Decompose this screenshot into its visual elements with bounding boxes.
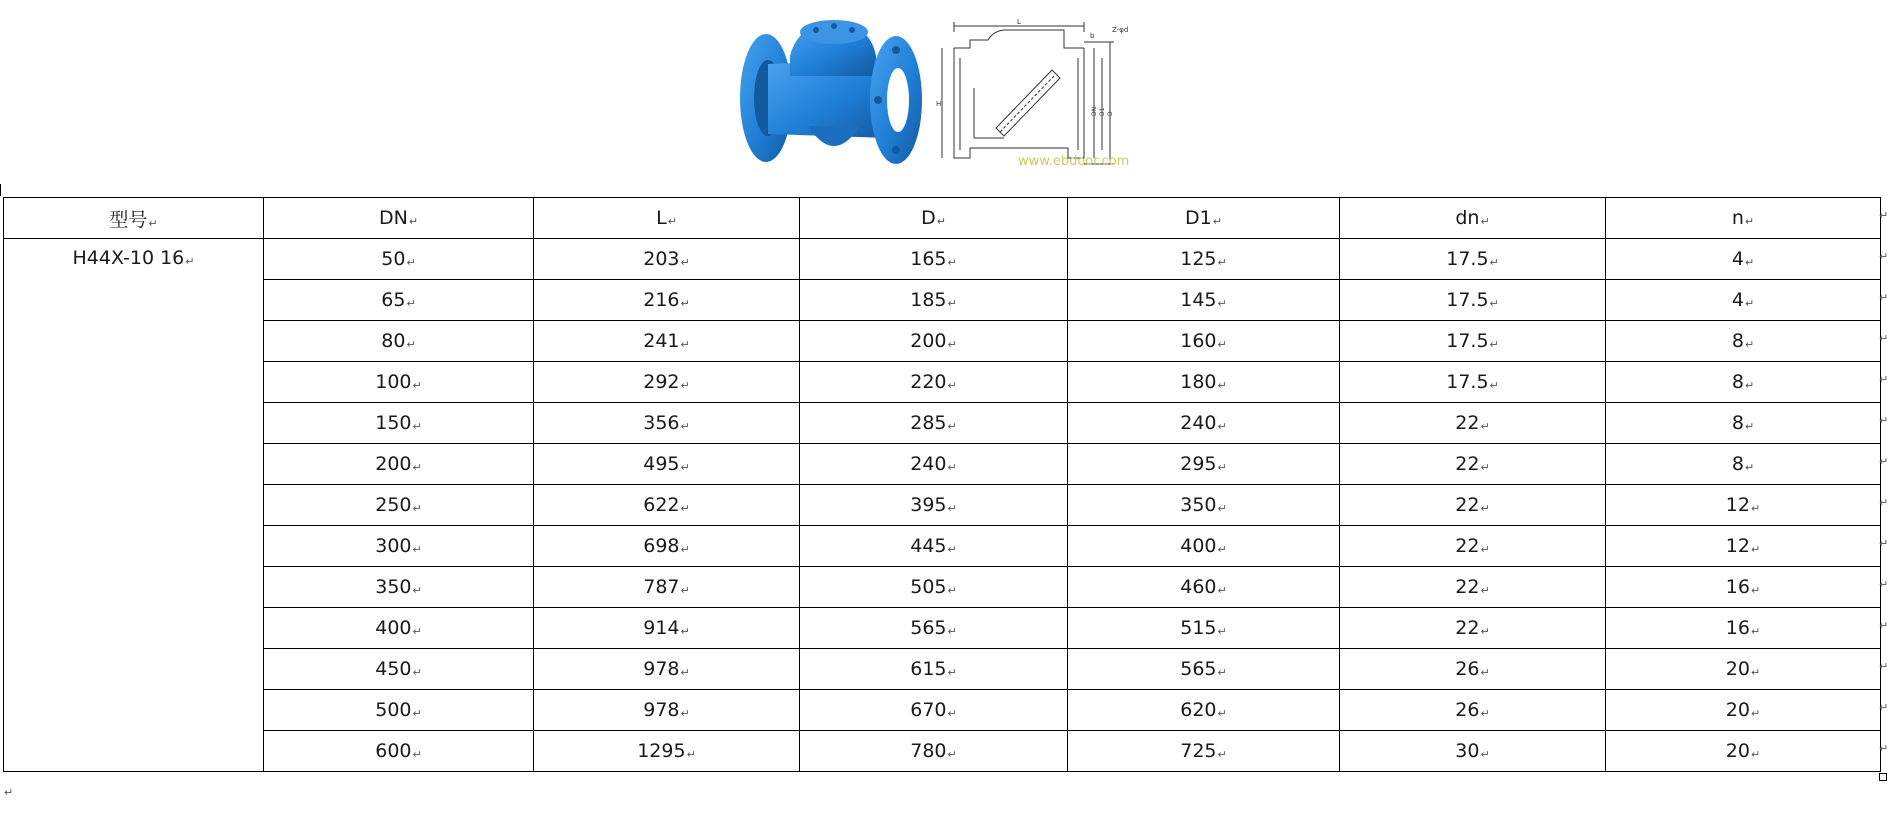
table-cell: 914↵ [534,608,800,649]
row-end-mark: ↵ [1879,496,1888,509]
row-end-mark: ↵ [1879,537,1888,550]
table-cell: 12↵ [1606,485,1881,526]
table-cell: 285↵ [800,403,1068,444]
table-body [4,239,1881,772]
header-cell: n↵ [1606,198,1881,239]
table-cell: 22↵ [1340,403,1606,444]
table-cell: 978↵ [534,649,800,690]
drawing-label-dn: DN [1091,106,1098,116]
table-row [4,321,1881,362]
table-cell: 185↵ [800,280,1068,321]
table-cell: 22↵ [1340,608,1606,649]
table-cell: 495↵ [534,444,800,485]
table-cell: 180↵ [1068,362,1340,403]
table-row [4,608,1881,649]
table-row [4,567,1881,608]
table-cell: 505↵ [800,567,1068,608]
table-cell: 22↵ [1340,526,1606,567]
table-cell: 160↵ [1068,321,1340,362]
table-cell: 565↵ [800,608,1068,649]
model-cell: H44X-10 16↵ [4,239,264,772]
table-cell: 50↵ [264,239,534,280]
table-cell: 200↵ [264,444,534,485]
table-cell: 100↵ [264,362,534,403]
row-end-mark: ↵ [1879,660,1888,673]
table-cell: 787↵ [534,567,800,608]
drawing-label-d1: D1 [1099,107,1106,116]
table-cell: 150↵ [264,403,534,444]
table-cell: 20↵ [1606,649,1881,690]
table-cell: 395↵ [800,485,1068,526]
table-cell: 65↵ [264,280,534,321]
watermark-text: www.ebdoor.com [1018,154,1130,169]
row-end-mark: ↵ [1879,209,1888,222]
table-cell: 22↵ [1340,567,1606,608]
table-row [4,485,1881,526]
anchor-mark [0,184,1,196]
product-figure [738,16,1158,178]
table-cell: 670↵ [800,690,1068,731]
table-cell: 241↵ [534,321,800,362]
table-cell: 600↵ [264,731,534,772]
valve-photo [738,16,926,176]
row-end-mark: ↵ [1879,291,1888,304]
header-cell: DN↵ [264,198,534,239]
table-cell: 17.5↵ [1340,280,1606,321]
table-cell: 26↵ [1340,690,1606,731]
table-cell: 12↵ [1606,526,1881,567]
row-end-mark: ↵ [1879,250,1888,263]
table-cell: 250↵ [264,485,534,526]
table-cell: 220↵ [800,362,1068,403]
table-cell: 240↵ [1068,403,1340,444]
row-end-mark: ↵ [1879,414,1888,427]
table-cell: 8↵ [1606,362,1881,403]
table-row [4,280,1881,321]
table-cell: 125↵ [1068,239,1340,280]
table-cell: 615↵ [800,649,1068,690]
table-cell: 216↵ [534,280,800,321]
table-end-box [1879,773,1887,781]
table-cell: 17.5↵ [1340,362,1606,403]
row-end-mark: ↵ [1879,742,1888,755]
table-cell: 20↵ [1606,690,1881,731]
table-cell: 978↵ [534,690,800,731]
header-cell: 型号↵ [4,198,264,239]
table-cell: 400↵ [264,608,534,649]
header-cell: D1↵ [1068,198,1340,239]
table-cell: 16↵ [1606,608,1881,649]
table-row [4,403,1881,444]
row-end-mark: ↵ [1879,619,1888,632]
table-row [4,690,1881,731]
table-cell: 295↵ [1068,444,1340,485]
paragraph-end-mark: ↵ [4,786,14,799]
table-cell: 165↵ [800,239,1068,280]
table-cell: 1295↵ [534,731,800,772]
table-cell: 8↵ [1606,321,1881,362]
row-end-mark: ↵ [1879,332,1888,345]
drawing-label-d: D [1107,111,1114,116]
drawing-label-h: H [936,100,942,108]
table-row [4,526,1881,567]
table-cell: 30↵ [1340,731,1606,772]
drawing-label-b: b [1090,32,1095,40]
table-cell: 698↵ [534,526,800,567]
table-header-row [4,198,1881,239]
header-cell: D↵ [800,198,1068,239]
table-cell: 622↵ [534,485,800,526]
header-cell: dn↵ [1340,198,1606,239]
row-end-mark: ↵ [1879,701,1888,714]
table-row [4,239,1881,280]
table-cell: 780↵ [800,731,1068,772]
table-row [4,731,1881,772]
table-cell: 8↵ [1606,403,1881,444]
table-cell: 515↵ [1068,608,1340,649]
table-cell: 200↵ [800,321,1068,362]
table-cell: 80↵ [264,321,534,362]
table-cell: 725↵ [1068,731,1340,772]
table-row [4,362,1881,403]
table-cell: 22↵ [1340,444,1606,485]
table-cell: 400↵ [1068,526,1340,567]
table-row [4,444,1881,485]
table-cell: 145↵ [1068,280,1340,321]
table-cell: 500↵ [264,690,534,731]
table-cell: 26↵ [1340,649,1606,690]
table-cell: 17.5↵ [1340,239,1606,280]
table-cell: 4↵ [1606,280,1881,321]
table-cell: 445↵ [800,526,1068,567]
table-cell: 450↵ [264,649,534,690]
row-end-mark: ↵ [1879,455,1888,468]
row-end-mark: ↵ [1879,373,1888,386]
table-cell: 203↵ [534,239,800,280]
table-cell: 292↵ [534,362,800,403]
table-cell: 620↵ [1068,690,1340,731]
row-end-mark: ↵ [1879,578,1888,591]
table-cell: 17.5↵ [1340,321,1606,362]
header-cell: L↵ [534,198,800,239]
table-cell: 240↵ [800,444,1068,485]
table-cell: 565↵ [1068,649,1340,690]
table-cell: 300↵ [264,526,534,567]
table-cell: 356↵ [534,403,800,444]
table-cell: 22↵ [1340,485,1606,526]
table-cell: 350↵ [1068,485,1340,526]
table-row [4,649,1881,690]
table-cell: 16↵ [1606,567,1881,608]
table-cell: 8↵ [1606,444,1881,485]
drawing-label-holes: Z-φd [1112,26,1129,34]
drawing-label-l: L [1017,18,1021,26]
table-cell: 460↵ [1068,567,1340,608]
table-cell: 4↵ [1606,239,1881,280]
table-cell: 350↵ [264,567,534,608]
valve-spec-table [3,197,1881,772]
table-cell: 20↵ [1606,731,1881,772]
